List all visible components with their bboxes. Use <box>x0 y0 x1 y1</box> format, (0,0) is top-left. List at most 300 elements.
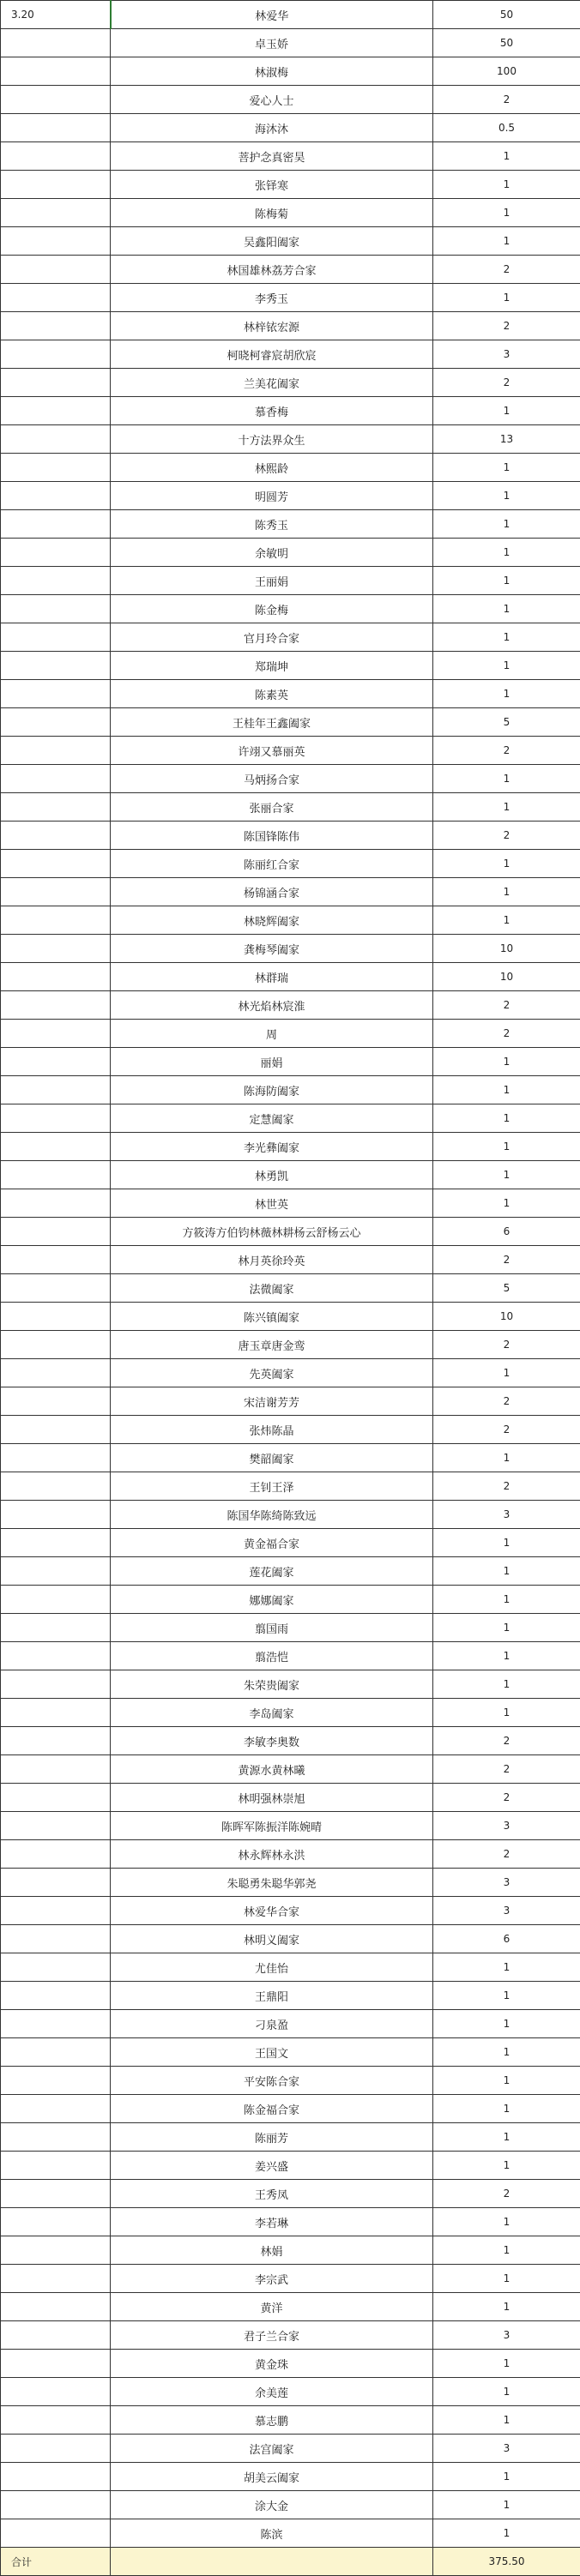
table-row <box>1 2095 580 2123</box>
date-cell[interactable] <box>1 199 111 227</box>
table-row <box>1 2038 580 2067</box>
date-cell[interactable] <box>1 1982 111 2010</box>
donor-name-cell[interactable]: 慕香梅 <box>111 397 433 425</box>
date-cell[interactable] <box>1 2123 111 2152</box>
date-cell[interactable] <box>1 340 111 369</box>
amount-cell[interactable]: 1 <box>433 1359 580 1387</box>
donor-name-cell[interactable]: 林明义阖家 <box>111 1925 433 1953</box>
donor-name-cell[interactable]: 涂大金 <box>111 2491 433 2519</box>
donor-name-cell[interactable]: 王秀凤 <box>111 2180 433 2208</box>
table-row <box>1 1189 580 1218</box>
date-cell[interactable] <box>1 2378 111 2406</box>
table-row <box>1 510 580 539</box>
table-row <box>1 227 580 256</box>
donor-name-cell[interactable]: 林永辉林永洪 <box>111 1840 433 1869</box>
donor-name-cell[interactable]: 张铎寒 <box>111 171 433 199</box>
donor-name-cell[interactable]: 海沐沐 <box>111 114 433 142</box>
amount-cell[interactable]: 1 <box>433 482 580 510</box>
donor-name-cell[interactable]: 张炜陈晶 <box>111 1416 433 1444</box>
donor-name-cell[interactable]: 十方法界众生 <box>111 425 433 454</box>
donor-name-cell[interactable]: 樊韶阖家 <box>111 1444 433 1472</box>
donor-name-cell[interactable]: 慕志鹏 <box>111 2406 433 2435</box>
date-cell[interactable] <box>1 1133 111 1161</box>
date-cell[interactable] <box>1 2265 111 2293</box>
donor-name-cell[interactable]: 林月英徐玲英 <box>111 1246 433 1274</box>
amount-cell[interactable]: 13 <box>433 425 580 454</box>
amount-cell[interactable]: 3 <box>433 2321 580 2350</box>
donor-name-cell[interactable]: 林勇凯 <box>111 1161 433 1189</box>
date-cell[interactable] <box>1 623 111 652</box>
donor-name-cell[interactable]: 郑瑞坤 <box>111 652 433 680</box>
donor-name-cell[interactable]: 定慧阖家 <box>111 1104 433 1133</box>
amount-cell[interactable]: 1 <box>433 793 580 822</box>
amount-cell[interactable]: 2 <box>433 991 580 1020</box>
amount-cell[interactable]: 5 <box>433 1274 580 1303</box>
table-row <box>1 2208 580 2236</box>
date-cell[interactable] <box>1 963 111 991</box>
date-cell[interactable] <box>1 1840 111 1869</box>
amount-cell[interactable]: 1 <box>433 2010 580 2038</box>
amount-cell[interactable]: 50 <box>433 1 580 29</box>
amount-cell[interactable]: 1 <box>433 850 580 878</box>
date-cell[interactable] <box>1 1274 111 1303</box>
amount-cell[interactable]: 1 <box>433 2152 580 2180</box>
date-cell[interactable] <box>1 1331 111 1359</box>
date-cell[interactable] <box>1 906 111 935</box>
date-cell[interactable] <box>1 2463 111 2491</box>
amount-cell[interactable]: 2 <box>433 369 580 397</box>
amount-cell[interactable]: 2 <box>433 1387 580 1416</box>
date-cell[interactable] <box>1 482 111 510</box>
table-row <box>1 2321 580 2350</box>
amount-cell[interactable]: 1 <box>433 765 580 793</box>
date-cell[interactable] <box>1 595 111 623</box>
donor-name-cell[interactable]: 林国雄林荔芳合家 <box>111 256 433 284</box>
donor-name-cell[interactable]: 林淑梅 <box>111 57 433 86</box>
date-cell[interactable] <box>1 1501 111 1529</box>
amount-cell[interactable]: 2 <box>433 1020 580 1048</box>
date-cell[interactable] <box>1 1387 111 1416</box>
amount-cell[interactable]: 3 <box>433 340 580 369</box>
date-cell[interactable] <box>1 567 111 595</box>
table-row <box>1 171 580 199</box>
amount-cell[interactable]: 1 <box>433 2265 580 2293</box>
donor-name-cell[interactable]: 陈金福合家 <box>111 2095 433 2123</box>
amount-cell[interactable]: 1 <box>433 454 580 482</box>
amount-cell[interactable]: 3 <box>433 1812 580 1840</box>
amount-cell[interactable]: 1 <box>433 595 580 623</box>
donor-name-cell[interactable]: 李岛阖家 <box>111 1699 433 1727</box>
donor-name-cell[interactable]: 陈金梅 <box>111 595 433 623</box>
total-name-cell[interactable] <box>111 2548 433 2576</box>
amount-cell[interactable]: 3 <box>433 2435 580 2463</box>
date-cell[interactable] <box>1 1642 111 1670</box>
table-row <box>1 878 580 906</box>
date-cell[interactable] <box>1 1189 111 1218</box>
date-cell[interactable] <box>1 2208 111 2236</box>
amount-cell[interactable]: 1 <box>433 539 580 567</box>
amount-cell[interactable]: 1 <box>433 1642 580 1670</box>
amount-cell[interactable]: 1 <box>433 1104 580 1133</box>
donor-name-cell[interactable]: 林梓铱宏源 <box>111 312 433 340</box>
table-row <box>1 1529 580 1557</box>
amount-cell[interactable]: 1 <box>433 2095 580 2123</box>
amount-cell[interactable]: 2 <box>433 1472 580 1501</box>
donor-name-cell[interactable]: 陈海防阖家 <box>111 1076 433 1104</box>
date-cell[interactable] <box>1 1359 111 1387</box>
table-row <box>1 1359 580 1387</box>
donor-name-cell[interactable]: 林娟 <box>111 2236 433 2265</box>
date-cell[interactable] <box>1 1161 111 1189</box>
donor-name-cell[interactable]: 余美莲 <box>111 2378 433 2406</box>
donor-name-cell[interactable]: 林光焰林宸淮 <box>111 991 433 1020</box>
date-cell[interactable] <box>1 284 111 312</box>
donor-name-cell[interactable]: 李秀玉 <box>111 284 433 312</box>
amount-cell[interactable]: 1 <box>433 567 580 595</box>
donor-name-cell[interactable]: 朱荣贵阖家 <box>111 1670 433 1699</box>
amount-cell[interactable]: 1 <box>433 1557 580 1586</box>
table-row <box>1 1444 580 1472</box>
donor-name-cell[interactable]: 王钊王泽 <box>111 1472 433 1501</box>
table-row <box>1 1840 580 1869</box>
amount-cell[interactable]: 2 <box>433 822 580 850</box>
date-cell[interactable] <box>1 1869 111 1897</box>
donor-name-cell[interactable]: 法微阖家 <box>111 1274 433 1303</box>
date-cell[interactable] <box>1 1529 111 1557</box>
date-cell[interactable] <box>1 1076 111 1104</box>
date-cell[interactable] <box>1 1699 111 1727</box>
donor-name-cell[interactable]: 丽娟 <box>111 1048 433 1076</box>
amount-cell[interactable]: 1 <box>433 1133 580 1161</box>
table-row <box>1 142 580 171</box>
table-row <box>1 2378 580 2406</box>
donor-name-cell[interactable]: 林晓辉阖家 <box>111 906 433 935</box>
donor-name-cell[interactable]: 法宫阖家 <box>111 2435 433 2463</box>
date-cell[interactable] <box>1 171 111 199</box>
donor-name-cell[interactable]: 张丽合家 <box>111 793 433 822</box>
amount-cell[interactable]: 2 <box>433 1246 580 1274</box>
date-cell[interactable] <box>1 2293 111 2321</box>
donor-name-cell[interactable]: 陈梅菊 <box>111 199 433 227</box>
donor-name-cell[interactable]: 翦国雨 <box>111 1614 433 1642</box>
donor-name-cell[interactable]: 菩护念真密昊 <box>111 142 433 171</box>
donor-name-cell[interactable]: 尤佳怡 <box>111 1953 433 1982</box>
donor-name-cell[interactable]: 陈丽芳 <box>111 2123 433 2152</box>
donor-name-cell[interactable]: 陈丽红合家 <box>111 850 433 878</box>
date-cell[interactable] <box>1 1104 111 1133</box>
amount-cell[interactable]: 1 <box>433 2208 580 2236</box>
table-row <box>1 652 580 680</box>
amount-cell[interactable]: 50 <box>433 29 580 57</box>
date-cell[interactable] <box>1 1557 111 1586</box>
date-cell[interactable] <box>1 1246 111 1274</box>
amount-cell[interactable]: 1 <box>433 2406 580 2435</box>
amount-cell[interactable]: 1 <box>433 1982 580 2010</box>
total-label[interactable]: 合计 <box>1 2548 111 2576</box>
date-cell[interactable] <box>1 1586 111 1614</box>
date-cell[interactable] <box>1 1218 111 1246</box>
date-cell[interactable] <box>1 793 111 822</box>
amount-cell[interactable]: 2 <box>433 1727 580 1755</box>
amount-cell[interactable]: 1 <box>433 2378 580 2406</box>
amount-cell[interactable]: 1 <box>433 2463 580 2491</box>
date-cell[interactable] <box>1 539 111 567</box>
date-cell[interactable] <box>1 2236 111 2265</box>
date-cell[interactable] <box>1 737 111 765</box>
donor-name-cell[interactable]: 卓玉娇 <box>111 29 433 57</box>
date-cell[interactable] <box>1 1444 111 1472</box>
amount-cell[interactable]: 10 <box>433 935 580 963</box>
date-cell[interactable] <box>1 510 111 539</box>
donor-name-cell[interactable]: 黄源水黄林曦 <box>111 1755 433 1784</box>
donor-name-cell[interactable]: 刁泉盈 <box>111 2010 433 2038</box>
amount-cell[interactable]: 1 <box>433 1614 580 1642</box>
date-cell[interactable] <box>1 2095 111 2123</box>
amount-cell[interactable]: 1 <box>433 510 580 539</box>
donor-name-cell[interactable]: 君子兰合家 <box>111 2321 433 2350</box>
donor-name-cell[interactable]: 陈素英 <box>111 680 433 708</box>
amount-cell[interactable]: 1 <box>433 2293 580 2321</box>
date-cell[interactable] <box>1 227 111 256</box>
donor-name-cell[interactable]: 杨锦涵合家 <box>111 878 433 906</box>
donor-name-cell[interactable]: 黄金福合家 <box>111 1529 433 1557</box>
amount-cell[interactable]: 1 <box>433 199 580 227</box>
amount-cell[interactable]: 1 <box>433 1586 580 1614</box>
date-cell[interactable] <box>1 878 111 906</box>
date-cell[interactable] <box>1 454 111 482</box>
date-cell[interactable] <box>1 425 111 454</box>
donor-name-cell[interactable]: 王桂年王鑫阖家 <box>111 708 433 737</box>
amount-cell[interactable]: 1 <box>433 2236 580 2265</box>
amount-cell[interactable]: 1 <box>433 227 580 256</box>
amount-cell[interactable]: 1 <box>433 171 580 199</box>
date-cell[interactable] <box>1 2180 111 2208</box>
date-cell[interactable] <box>1 850 111 878</box>
donor-name-cell[interactable]: 陈国华陈绮陈致远 <box>111 1501 433 1529</box>
donor-name-cell[interactable]: 许翊又慕丽英 <box>111 737 433 765</box>
date-cell[interactable] <box>1 2321 111 2350</box>
donor-name-cell[interactable]: 陈晖军陈振洋陈婉晴 <box>111 1812 433 1840</box>
amount-cell[interactable]: 1 <box>433 142 580 171</box>
amount-cell[interactable]: 0.5 <box>433 114 580 142</box>
date-cell[interactable] <box>1 2406 111 2435</box>
donor-name-cell[interactable]: 唐玉章唐金鸾 <box>111 1331 433 1359</box>
amount-cell[interactable]: 1 <box>433 1161 580 1189</box>
donor-name-cell[interactable]: 姜兴盛 <box>111 2152 433 2180</box>
amount-cell[interactable]: 1 <box>433 878 580 906</box>
donor-name-cell[interactable]: 龚梅琴阖家 <box>111 935 433 963</box>
donor-name-cell[interactable]: 翦浩恺 <box>111 1642 433 1670</box>
amount-cell[interactable]: 6 <box>433 1218 580 1246</box>
date-cell[interactable] <box>1 2152 111 2180</box>
date-cell[interactable] <box>1 86 111 114</box>
donor-name-cell[interactable]: 李敏李奥数 <box>111 1727 433 1755</box>
table-row <box>1 1812 580 1840</box>
table-row <box>1 963 580 991</box>
amount-cell[interactable]: 5 <box>433 708 580 737</box>
date-cell[interactable] <box>1 991 111 1020</box>
date-cell[interactable] <box>1 1925 111 1953</box>
amount-cell[interactable]: 1 <box>433 1529 580 1557</box>
amount-cell[interactable]: 1 <box>433 2350 580 2378</box>
amount-cell[interactable]: 1 <box>433 1189 580 1218</box>
amount-cell[interactable]: 10 <box>433 963 580 991</box>
amount-cell[interactable]: 2 <box>433 737 580 765</box>
date-cell[interactable] <box>1 935 111 963</box>
donor-name-cell[interactable]: 陈兴镇阖家 <box>111 1303 433 1331</box>
date-cell[interactable] <box>1 2010 111 2038</box>
donor-name-cell[interactable]: 黄金珠 <box>111 2350 433 2378</box>
amount-cell[interactable]: 10 <box>433 1303 580 1331</box>
table-row <box>1 1670 580 1699</box>
table-row <box>1 1699 580 1727</box>
date-cell[interactable] <box>1 1472 111 1501</box>
amount-cell[interactable]: 3 <box>433 1897 580 1925</box>
donor-name-cell[interactable]: 陈国锋陈伟 <box>111 822 433 850</box>
table-row <box>1 1076 580 1104</box>
donor-name-cell[interactable]: 陈滨 <box>111 2519 433 2548</box>
amount-cell[interactable]: 100 <box>433 57 580 86</box>
amount-cell[interactable]: 2 <box>433 1840 580 1869</box>
date-cell[interactable] <box>1 114 111 142</box>
donor-name-cell[interactable]: 李光彝阖家 <box>111 1133 433 1161</box>
donor-name-cell[interactable]: 胡美云阖家 <box>111 2463 433 2491</box>
amount-cell[interactable]: 2 <box>433 256 580 284</box>
donor-name-cell[interactable]: 官月玲合家 <box>111 623 433 652</box>
donor-name-cell[interactable]: 娜娜阖家 <box>111 1586 433 1614</box>
donor-name-cell[interactable]: 林世英 <box>111 1189 433 1218</box>
date-cell[interactable] <box>1 142 111 171</box>
donor-name-cell[interactable]: 余敏明 <box>111 539 433 567</box>
date-cell[interactable] <box>1 2435 111 2463</box>
date-cell[interactable] <box>1 822 111 850</box>
date-cell[interactable] <box>1 1755 111 1784</box>
donor-name-cell[interactable]: 王丽娟 <box>111 567 433 595</box>
table-row <box>1 1642 580 1670</box>
table-row <box>1 1897 580 1925</box>
amount-cell[interactable]: 2 <box>433 1755 580 1784</box>
donor-name-cell[interactable]: 李宗武 <box>111 2265 433 2293</box>
amount-cell[interactable]: 1 <box>433 2067 580 2095</box>
date-cell[interactable] <box>1 1897 111 1925</box>
donor-name-cell[interactable]: 吴鑫阳阖家 <box>111 227 433 256</box>
donor-name-cell[interactable]: 周 <box>111 1020 433 1048</box>
donor-name-cell[interactable]: 林明强林崇旭 <box>111 1784 433 1812</box>
amount-cell[interactable]: 1 <box>433 1670 580 1699</box>
amount-cell[interactable]: 1 <box>433 906 580 935</box>
total-amount[interactable]: 375.50 <box>433 2548 580 2576</box>
date-cell[interactable] <box>1 1416 111 1444</box>
table-row <box>1 1784 580 1812</box>
donor-name-cell[interactable]: 方筱涛方伯钧林薇林耕杨云舒杨云心 <box>111 1218 433 1246</box>
date-cell[interactable] <box>1 312 111 340</box>
date-cell[interactable] <box>1 1303 111 1331</box>
amount-cell[interactable]: 1 <box>433 2491 580 2519</box>
amount-cell[interactable]: 2 <box>433 312 580 340</box>
donor-name-cell[interactable]: 陈秀玉 <box>111 510 433 539</box>
date-cell[interactable] <box>1 1953 111 1982</box>
amount-cell[interactable]: 1 <box>433 284 580 312</box>
table-row <box>1 680 580 708</box>
amount-cell[interactable]: 3 <box>433 1501 580 1529</box>
donor-name-cell[interactable]: 明圆芳 <box>111 482 433 510</box>
amount-cell[interactable]: 1 <box>433 2038 580 2067</box>
date-cell[interactable] <box>1 1784 111 1812</box>
donor-name-cell[interactable]: 兰美花阖家 <box>111 369 433 397</box>
donor-name-cell[interactable]: 宋洁谢芳芳 <box>111 1387 433 1416</box>
donor-name-cell[interactable]: 王国文 <box>111 2038 433 2067</box>
date-cell[interactable] <box>1 680 111 708</box>
donor-name-cell[interactable]: 李若琳 <box>111 2208 433 2236</box>
donor-name-cell[interactable]: 王鼎阳 <box>111 1982 433 2010</box>
amount-cell[interactable]: 6 <box>433 1925 580 1953</box>
amount-cell[interactable]: 1 <box>433 397 580 425</box>
donor-name-cell[interactable]: 林爱华合家 <box>111 1897 433 1925</box>
donor-name-cell[interactable]: 林熙龄 <box>111 454 433 482</box>
donor-name-cell[interactable]: 莲花阖家 <box>111 1557 433 1586</box>
date-cell[interactable] <box>1 1020 111 1048</box>
date-cell[interactable] <box>1 397 111 425</box>
amount-cell[interactable]: 1 <box>433 623 580 652</box>
donor-name-cell[interactable]: 平安陈合家 <box>111 2067 433 2095</box>
donor-name-cell[interactable]: 爱心人士 <box>111 86 433 114</box>
amount-cell[interactable]: 2 <box>433 1784 580 1812</box>
amount-cell[interactable]: 1 <box>433 680 580 708</box>
amount-cell[interactable]: 1 <box>433 1953 580 1982</box>
date-cell[interactable] <box>1 2038 111 2067</box>
date-cell[interactable] <box>1 2519 111 2548</box>
date-cell[interactable] <box>1 765 111 793</box>
amount-cell[interactable]: 1 <box>433 1444 580 1472</box>
amount-cell[interactable]: 2 <box>433 86 580 114</box>
date-cell[interactable] <box>1 1727 111 1755</box>
date-cell[interactable] <box>1 256 111 284</box>
date-cell[interactable] <box>1 1614 111 1642</box>
date-cell[interactable] <box>1 2491 111 2519</box>
table-row <box>1 1331 580 1359</box>
date-cell[interactable] <box>1 1670 111 1699</box>
donor-name-cell[interactable]: 先英阖家 <box>111 1359 433 1387</box>
table-row <box>1 1416 580 1444</box>
date-cell[interactable] <box>1 29 111 57</box>
date-cell[interactable] <box>1 57 111 86</box>
date-cell[interactable]: 3.20 <box>1 1 111 29</box>
amount-cell[interactable]: 3 <box>433 1869 580 1897</box>
date-cell[interactable] <box>1 1812 111 1840</box>
donor-name-cell[interactable]: 黄洋 <box>111 2293 433 2321</box>
amount-cell[interactable]: 1 <box>433 1076 580 1104</box>
amount-cell[interactable]: 1 <box>433 2123 580 2152</box>
donor-name-cell[interactable]: 马炳扬合家 <box>111 765 433 793</box>
donor-name-cell[interactable]: 林群瑞 <box>111 963 433 991</box>
amount-cell[interactable]: 1 <box>433 2519 580 2548</box>
donor-name-cell[interactable]: 朱聪勇朱聪华郭尧 <box>111 1869 433 1897</box>
amount-cell[interactable]: 2 <box>433 1416 580 1444</box>
date-cell[interactable] <box>1 369 111 397</box>
date-cell[interactable] <box>1 2067 111 2095</box>
amount-cell[interactable]: 1 <box>433 1048 580 1076</box>
amount-cell[interactable]: 2 <box>433 2180 580 2208</box>
amount-cell[interactable]: 2 <box>433 1331 580 1359</box>
date-cell[interactable] <box>1 1048 111 1076</box>
date-cell[interactable] <box>1 652 111 680</box>
date-cell[interactable] <box>1 2350 111 2378</box>
amount-cell[interactable]: 1 <box>433 1699 580 1727</box>
donor-name-cell[interactable]: 柯晓柯睿宸胡欣宸 <box>111 340 433 369</box>
donor-name-cell[interactable]: 林爱华 <box>111 1 433 29</box>
date-cell[interactable] <box>1 708 111 737</box>
amount-cell[interactable]: 1 <box>433 652 580 680</box>
